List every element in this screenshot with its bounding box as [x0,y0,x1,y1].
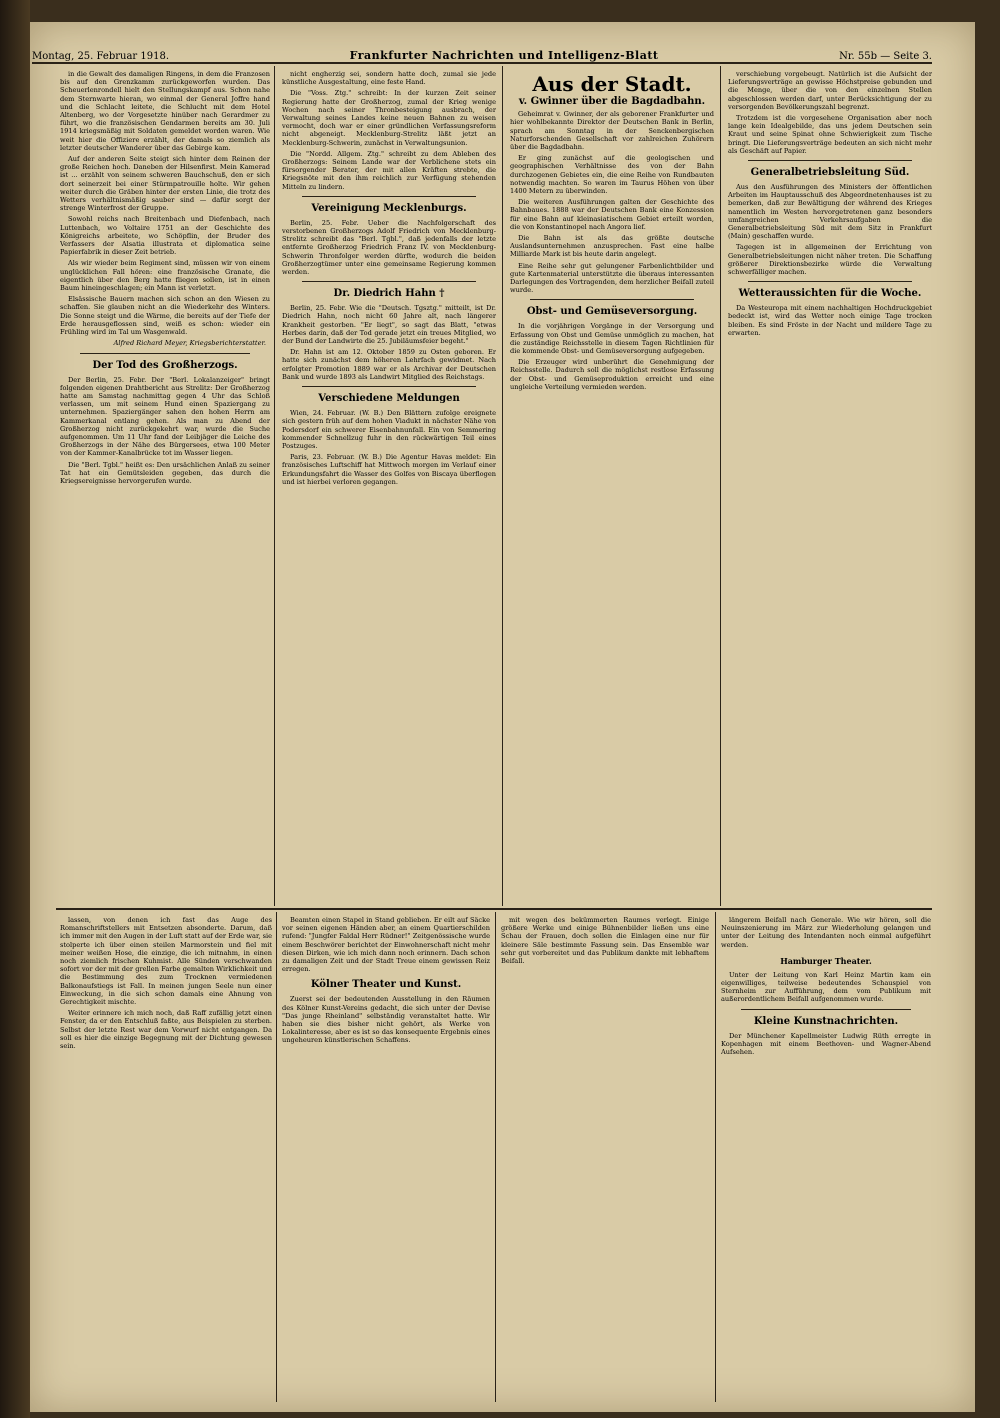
bottom-column-4 [721,916,931,1396]
column-rule [495,912,496,1402]
paragraph: Paris, 23. Februar. (W. B.) Die Agentur Havas meldet: Ein französisches Luftschiff hat Mittwoch morgen im Verlauf einer Erkundungsfahrt die Wasser des Golfes von Biscaya überflogen und ist hierbei verloren gegangen. [282,453,496,486]
paragraph: Die weiteren Ausführungen galten der Geschichte des Bahnbaues. 1888 war der Deutschen Bank eine Konzession für eine Bahn auf kleinasiatischem Gebiet erteilt worden, die von Konstantinopel nach Angora lief. [510,198,714,231]
paragraph: nicht engherzig sei, sondern hatte doch, zumal sie jede künstliche Ausgestaltung, eine feste Hand. [282,70,496,87]
article-heading: Der Tod des Großherzogs. [92,359,238,371]
paragraph: Tagegen ist in allgemeinen der Errichtung von Generalbetriebsleitungen nicht näher treten. Die Schaffung größerer Direktionsbezirke würde die Verwaltung schwerfälliger machen. [728,243,932,277]
header-title: Frankfurter Nachrichten und Intelligenz-Blatt [349,49,659,62]
column-2 [282,70,496,905]
paragraph: Die Erzeuger wird unberührt die Genehmigung der Reichsstelle. Dadurch soll die möglichst restlose Erfassung der Obst- und Gemüseproduktion erreicht und eine ungleiche Verteilung vermieden werden. [510,358,714,391]
paragraph: Die "Nordd. Allgem. Ztg." schreibt zu dem Ableben des Großherzogs: Seinem Lande war der Verblichene stets ein fürsorgender Berater, der mit allen Kräften strebte, die Kriegsnöte mit den ihm reichlich zur Verfügung stehenden Mitteln zu lindern. [282,149,496,191]
paragraph: Berlin, 25. Febr. Ueber die Nachfolgerschaft des verstorbenen Großherzogs Adolf Friedrich von Mecklenburg-Strelitz schreibt das "Berl. Tgbl.", daß jedenfalls der letzte entfernte Großherzog Friedrich Franz IV. von Mecklenburg-Schwerin Thronfolger werden dürfte, wodurch die beiden Großherzogtümer unter eine gemeinsame Regierung kommen werden. [282,218,496,277]
paragraph: Beamten einen Stapel in Stand geblieben. Er eilt auf Säcke vor seinen eigenen Händen aber, an einem Quartierschilden rufend: "Jungfer Faldal Herr Rüdner!" Zeitgenössische wurde einem Beschwörer berichtet der Einwohnerschaft nicht mehr diesen Dirken, wie ich mich dann noch erinnern. Dach schon zu damaligen Zeit und der Stadt Treue einem gewissen Reiz erregen. [282,916,490,974]
header-date: Montag, 25. Februar 1918. [32,51,170,62]
column-rule [502,66,503,906]
paragraph: Aus den Ausführungen des Ministers der öffentlichen Arbeiten im Hauptausschuß des Abgeordnetenhauses ist zu bemerken, daß zur Bewältigung der während des Krieges namentlich im Westen hervorgetretenen ganz besonders umfangreichen Verkehrsaufgaben die Generalbetriebsleitung Süd mit dem Sitz in Frankfurt (Main) geschaffen wurde. [728,183,932,241]
header-number: Nr. 55b — Seite 3. [839,51,932,62]
paragraph: Er ging zunächst auf die geologischen und geographischen Verhältnisse des von der Bahn durchzogenen Gebietes ein, die eine Reihe von Rundbauten notwendig machten. So waren im Taurus Höhen von über 1400 Metern zu überwinden. [510,154,714,196]
horizontal-rule [56,908,932,910]
bottom-column-1 [60,916,272,1396]
paragraph: längerem Beifall nach Generale. Wie wir hören, soll die Neuinszenierung im März zur Wiederholung gelangen und unter der Leitung des Intendanten noch einmal aufgeführt werden. [721,916,931,949]
article-heading: Generalbetriebsleitung Süd. [750,167,910,179]
paragraph: verschiebung vorgebeugt. Natürlich ist die Aufsicht der Lieferungsverträge an gewisse Höchstpreise gebunden und die Menge, über die von den einzelnen Stellen abgeschlossen werden darf, unter Berücksichtigung der zu versorgenden Bevölkerungszahl begrenzt. [728,70,932,111]
book-spine [0,0,30,1418]
paragraph: Wien, 24. Februar. (W. B.) Den Blättern zufolge ereignete sich gestern früh auf dem hohen Viadukt in nächster Nähe von Podersdorf ein schwerer Eisenbahnunfall. Ein von Semmering kommender Schnellzug fuhr in den rückwärtigen Teil eines Postzuges. [282,409,496,450]
paragraph: Als wir wieder beim Regiment sind, müssen wir von einem unglücklichen Fall hören: eine französische Granate, die eigentlich über den Berg hatte fliegen sollen, ist in einen Baum hineingeschlagen; ein Mann ist verletzt. [60,259,270,293]
divider [748,160,912,161]
column-1 [60,70,270,905]
paragraph: In die vorjährigen Vorgänge in der Versorgung und Erfassung von Obst und Gemüse unmöglich zu machen, hat die zuständige Reichsstelle in diesem Tagen Richtlinien für die kommende Obst- und Gemüseversorgung aufgegeben. [510,322,714,356]
paragraph: lassen, von denen ich fast das Auge des Romanschriftstellers mit Entsetzen absonderte. Darum, daß ich immer mit den Augen in der Luft statt auf der Erde war, sie stolperte ich über einen steilen Marmorstein und fiel mit meiner weißen Hose, die einzige, die ich mitnahm, in einen noch ziemlich frischen Kuhmist. Alle Sünden verschwanden sofort vor der mit der grellen Farbe gemalten Wirklichkeit und die Bestimmung des zum Trocknen vermiedenen Balkonaufstiegs ist Fall. In meinen jungen Seele nun einer Einweckung, in die sich schon damals eine Ahnung von Gerechtigkeit mischte. [60,916,272,1007]
paragraph: Trotzdem ist die vorgesehene Organisation aber noch lange kein Idealgebilde, das uns jedem Deutschen sein Kraut und seine Spinat ohne Schwierigkeit zum Tische bringt. Die Lieferungsverträge bedeuten an sich nicht mehr als Geschäft auf Papier. [728,114,932,155]
divider [530,299,694,300]
column-4 [728,70,932,905]
paragraph: Auf der anderen Seite steigt sich hinter dem Reinen der große Reichen hoch. Daneben der Hilsenfirst. Mein Kamerad ist ... erzählt von seinem schweren Bauchschuß, den er sich dort seinerzeit bei einer Stürmpatrouille holte. Wir gehen weiter durch die Gräben hinter der ersten Linie, die trotz des Wetters verhältnismäßig sauber sind — dafür sorgt der strenge Winterfrost der Gruppe. [60,155,270,213]
paragraph: Unter der Leitung von Karl Heinz Martin kam ein eigenwilliges, teilweise bedeutendes Schauspiel von Sternheim zur Aufführung, dem vom Publikum mit außerordentlichem Beifall aufgenommen wurde. [721,970,931,1004]
paragraph: mit wegen des bekümmerten Raumes verlegt. Einige größere Werke und einige Bühnenbilder ließen uns eine Schau der Frauen, doch sollen die Einlagen eine nur für kleinere Säle bestimmte Fassung sein. Das Ensemble war sehr gut vorbereitet und das Publikum dankte mit lebhaftem Beifall. [501,916,709,966]
paragraph: Zuerst sei der bedeutenden Ausstellung in den Räumen des Kölner Kunst-Vereins gedacht, die sich unter der Devise "Das junge Rheinland" selbständig veranstaltet hatte. Wir haben sie dies bisher nicht gehört, als Werke von Lokalinteresse, aber es ist so das konsequente Ergebnis eines ungeheuren künstlerischen Schaffens. [282,995,490,1045]
paragraph: Eine Reihe sehr gut gelungener Farbenlichtbilder und gute Kartenmaterial unterstützte die überaus interessanten Darlegungen des Vortragenden, dem herzlicher Beifall zuteil wurde. [510,261,714,295]
paragraph: Der Berlin, 25. Febr. Der "Berl. Lokalanzeiger" bringt folgenden eigenen Drahtbericht aus Strelitz: Der Großherzog hatte am Samstag nachmittag gegen 4 Uhr das Schloß verlassen, um mit seinem Hund einen Spaziergang zu unternehmen. Spaziergänger sahen den hohen Herrn am Kammerkanal entlang gehen. Als man zu Abend der Großherzog nicht zurückgekehrt war, wurde die Suche aufgenommen. Um 11 Uhr fand der Leibjäger die Leiche des Großherzogs in der Nähe des Bürgersees, etwa 100 Meter von der Kammer-Kanalbrücke tot im Wasser liegen. [60,375,270,458]
divider [80,353,250,354]
section-heading: Aus der Stadt. [532,72,692,96]
paragraph: Die "Voss. Ztg." schreibt: In der kurzen Zeit seiner Regierung hatte der Großherzog, zumal der Krieg wenige Wochen nach seiner Thronbesteigung ausbrach, der Verwaltung seines Landes keine neuen Bahnen zu weisen vermocht, doch war er einer gründlichen Verfassungsreform nicht abgeneigt. Mecklenburg-Strelitz läßt jetzt an Mecklenburg-Schwerin, zunächst in Verwaltungsunion. [282,89,496,147]
column-rule [720,66,721,906]
paragraph: Da Westeuropa mit einem nachhaltigen Hochdruckgebiet bedeckt ist, wird das Wetter noch einige Tage trocken bleiben. Es sind Fröste in der Nacht und mildere Tage zu erwarten. [728,304,932,337]
article-heading: Vereinigung Mecklenburgs. [311,202,467,214]
page-header [32,40,932,64]
article-heading: Kleine Kunstnachrichten. [753,1015,899,1027]
paragraph: Der Münchener Kapellmeister Ludwig Rüth erregte in Kopenhagen mit einem Beethoven- und Wagner-Abend Aufsehen. [721,1031,931,1057]
column-rule [276,912,277,1402]
paragraph: Die Bahn ist als das größte deutsche Auslandsunternehmen anzusprechen. Fast eine halbe Milliarde Mark ist bis heute darin angelegt. [510,234,714,259]
bottom-column-3 [501,916,709,1396]
column-rule [715,912,716,1402]
bottom-column-2 [282,916,490,1396]
paragraph: Sowohl reichs nach Breitenbach und Diefenbach, nach Luttenbach, wo Voltaire 1751 an der Geschichte des Königreichs arbeitete, wo Schöpflin, der Bruder des Verfassers der Alsatia illustrata et diplomatica seine Papierfabrik in dieser Zeit betrieb. [60,215,270,257]
paragraph: Die "Berl. Tgbl." heißt es: Den ursächlichen Anlaß zu seiner Tat hat ein Gemütsleiden gegeben, das durch die Kriegsereignisse hervorgerufen wurde. [60,460,270,485]
divider [741,1009,911,1010]
article-heading: Dr. Diedrich Hahn † [333,288,445,300]
column-3 [510,70,714,905]
paragraph: Geheimrat v. Gwinner, der als geborener Frankfurter und hier wohlbekannte Direktor der Deutschen Bank in Berlin, sprach am Sonntag in der Senckenbergischen Naturforschenden Gesellschaft vor zahlreichen Zuhörern über die Bagdadbahn. [510,110,714,152]
divider [302,386,476,387]
divider [302,281,476,282]
article-heading: Wetteraussichten für die Woche. [738,288,922,300]
paragraph: Berlin, 25. Febr. Wie die "Deutsch. Tgsztg." mitteilt, ist Dr. Diedrich Hahn, noch nicht 60 Jahre alt, nach längerer Krankheit gestorben. "Er liegt", so sagt das Blatt, "etwas Herbes darin, daß der Tod gerade jetzt ein treues Mitglied, wo der Bund der Landwirte die 25. Jubiläumsfeier begeht." [282,304,496,346]
paragraph: in die Gewalt des damaligen Ringens, in dem die Franzosen bis auf den Grenzkamm zurückgeworfen wurden. Das Scheuerlenrondell hielt den Stellungskampf aus. Schon nahe dem Sternwarte hieran, wo einmal der General Joffre hand und die Schlacht leitete, die Schlucht mit dem Hotel Altenberg, wo der Vorgesetzte hinüber nach Gerardmer zu führt, wo die französischen Gendarmen bereits am 30. Juli 1914 kriegsmäßig mit Soldaten gemeldet worden waren. Wie weit hier die Offiziere erzählt, der damals so ziemlich als letzter deutscher Wanderer über das Gebirge kam. [60,70,270,152]
article-subheading: v. Gwinner über die Bagdadbahn. [518,96,706,107]
article-heading: Kölner Theater und Kunst. [310,979,462,991]
divider [302,196,476,197]
paragraph: Weiter erinnere ich mich noch, daß Raff zufällig jetzt einen Fenster, da er den Entschluß faßte, aus Beispielen zu sterben. Selbst der letzte Rest war dem Vorwurf nicht entgangen. Da soll es hier die einzige Begegnung mit der Dichtung gewesen sein. [60,1009,272,1051]
paragraph: Dr. Hahn ist am 12. Oktober 1859 zu Osten geboren. Er hatte sich zunächst dem höheren Lehrfach gewidmet. Nach erfolgter Promotion 1889 war er als Archivar der Deutschen Bank und wurde 1893 als Landwirt Mitglied des Reichstags. [282,348,496,381]
column-rule [274,66,275,906]
paragraph: Elsässische Bauern machen sich schon an den Wiesen zu schaffen. Sie glauben nicht an die Wiederkehr des Winters. Die Sonne steigt und die Wärme, die bereits auf der Tiefe der Erde herausgeflossen sind, weiß es schon: wieder ein Frühling wird im Tal um Wasgenwald. [60,295,270,337]
divider [748,281,912,282]
author-signature: Alfred Richard Meyer, Kriegsberichterstatter. [113,339,266,348]
article-subheading: Hamburger Theater. [780,955,872,966]
article-heading: Obst- und Gemüseversorgung. [526,306,698,318]
article-heading: Verschiedene Meldungen [318,393,460,405]
